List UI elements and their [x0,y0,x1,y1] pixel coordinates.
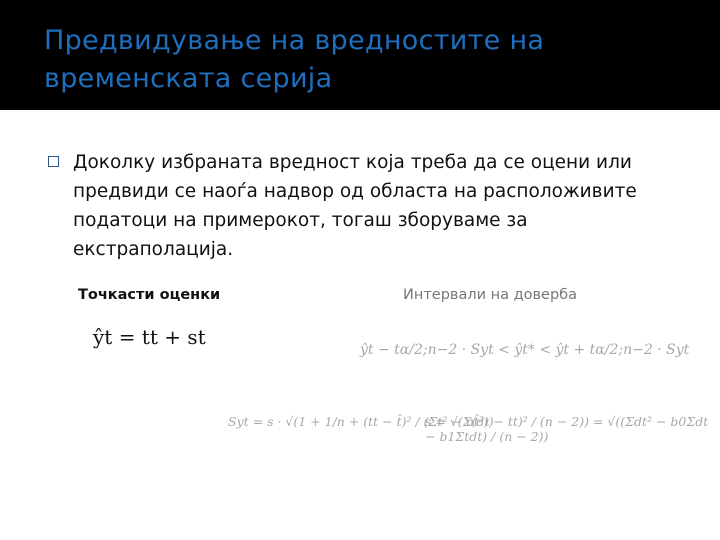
confidence-intervals-label: Интервали на доверба [403,287,577,303]
title-bar [0,0,720,110]
point-estimates-label: Точкасти оценки [78,287,221,303]
bullet-text: Доколку избраната вредност која треба да се оцени или предвиди се наоѓа надвор од областа на расположивите податоци на примерокот, тогаш зборуваме за екстраполација. [73,152,637,260]
bullet-square-icon [48,156,59,167]
residual-std-formula: s = √(Σ(dt − tt)² / (n − 2)) = √((Σdt² − b0Σdt − b1Σtdt) / (n − 2)) [425,414,709,444]
confidence-interval-formula: ŷt − tα/2;n−2 · Syt < ŷt* < ŷt + tα/2;n−2 · Syt [360,342,690,358]
slide-title: Предвидување на вредностите на временската серија [44,25,545,94]
point-estimate-formula: ŷt = tt + st [93,325,206,349]
bullet-item [48,148,688,264]
standard-error-formula: Syt = s · √(1 + 1/n + (tt − t̄)² / (Σt² − nt̄²)) [228,414,494,429]
